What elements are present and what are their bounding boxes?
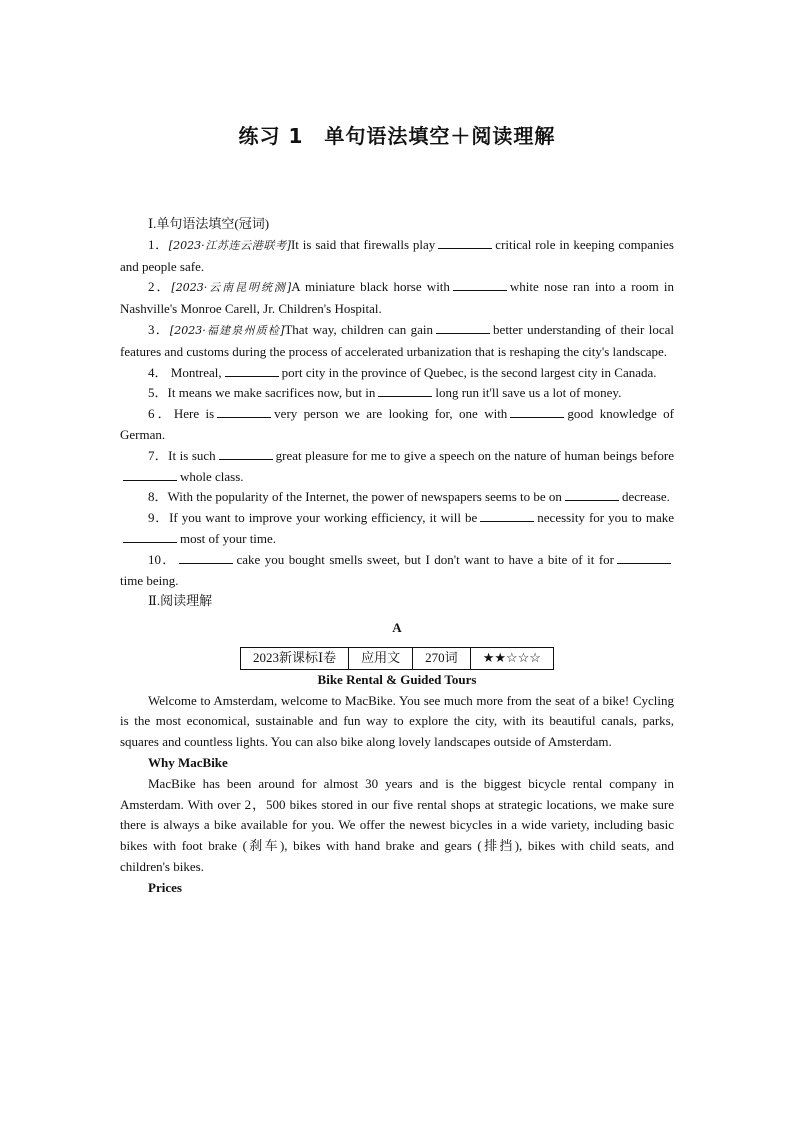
question-number: 1． (148, 236, 169, 252)
question-7 (120, 446, 674, 488)
answer-blank[interactable] (617, 551, 671, 564)
question-number: 9． (148, 510, 170, 526)
why-heading: Why MacBike (148, 754, 228, 770)
question-text: decrease. (621, 489, 670, 505)
question-9 (120, 508, 674, 550)
question-text: Here is (173, 406, 215, 422)
question-text: better understanding of their local features and customs during the process of accelerated urbanization that is reshaping the city's landscape. (120, 321, 674, 359)
question-number: 10． (148, 551, 177, 567)
info-source: 2023新课标Ⅰ卷 (241, 647, 349, 669)
question-text: It means we make sacrifices now, but in (167, 385, 376, 401)
question-text: most of your time. (180, 530, 277, 546)
question-number: 8． (148, 489, 168, 505)
question-text: critical role in keeping companies and people safe. (120, 236, 674, 274)
answer-blank[interactable] (453, 278, 507, 291)
question-number: 6． (148, 406, 174, 422)
question-6 (120, 404, 674, 446)
answer-blank[interactable] (225, 364, 279, 377)
answer-blank[interactable] (123, 468, 177, 481)
question-text: Montreal, (170, 364, 222, 380)
answer-blank[interactable] (510, 405, 564, 418)
question-number: 2． (148, 279, 172, 295)
question-text: long run it'll save us a lot of money. (435, 385, 622, 401)
answer-blank[interactable] (480, 509, 534, 522)
question-text: very person we are looking for, one with (274, 406, 508, 422)
question-text: It is such (168, 447, 216, 463)
question-text: A miniature black horse with (291, 279, 450, 295)
section1-heading: Ⅰ.单句语法填空(冠词) (148, 216, 270, 231)
question-text: That way, children can gain (284, 321, 434, 337)
question-text: cake you bought smells sweet, but I don't want to have a bite of it for (236, 551, 614, 567)
question-10 (120, 550, 674, 592)
question-text: port city in the province of Quebec, is the second largest city in Canada. (281, 364, 657, 380)
question-text: necessity for you to make (537, 510, 674, 526)
passage-info-table (240, 647, 554, 670)
question-3 (120, 320, 674, 363)
answer-blank[interactable] (179, 551, 233, 564)
answer-blank[interactable] (438, 236, 492, 249)
section2-heading: Ⅱ.阅读理解 (148, 593, 213, 609)
answer-blank[interactable] (378, 384, 432, 397)
passage-letter: A (392, 620, 402, 636)
worksheet-content (120, 214, 674, 899)
question-8 (120, 487, 674, 508)
question-number: 5． (148, 385, 168, 401)
why-paragraph: MacBike has been around for almost 30 years and is the biggest bicycle rental company in Amsterdam. With over 2，500 bikes stored in our five rental shops at strategic locations, we make sure there is always a bike available for you. We offer the newest bicycles in a wide variety, including basic bikes with foot brake (刹车), bikes with hand brake and gears (排挡), bikes with child seats, and children's bikes. (120, 775, 674, 874)
question-5 (120, 383, 674, 404)
question-text: great pleasure for me to give a speech on the nature of human beings before (275, 447, 674, 463)
page-title: 练习 1 单句语法填空＋阅读理解 (238, 124, 556, 148)
info-difficulty: ★★☆☆☆ (470, 647, 553, 669)
answer-blank[interactable] (219, 447, 273, 460)
answer-blank[interactable] (436, 321, 490, 334)
answer-blank[interactable] (123, 530, 177, 543)
passage-title: Bike Rental & Guided Tours (317, 671, 477, 687)
info-word-count: 270词 (413, 647, 471, 669)
question-number: 3． (148, 321, 170, 337)
passage-intro: Welcome to Amsterdam, welcome to MacBike. You see much more from the seat of a bike! Cycling is the most economical, sustainable and fun way to explore the city, with its beautiful canals, parks, squares and countless lights. You can also bike along lovely landscapes outside of Amsterdam. (120, 692, 674, 750)
info-genre: 应用文 (349, 647, 413, 669)
question-source: [2023·江苏连云港联考] (168, 238, 291, 252)
question-1 (120, 235, 674, 278)
answer-blank[interactable] (217, 405, 271, 418)
prices-heading: Prices (148, 879, 182, 895)
question-text: whole class. (180, 468, 244, 484)
question-number: 4． (148, 364, 168, 380)
question-text: time being. (120, 572, 179, 588)
question-2 (120, 277, 674, 320)
question-text: white nose ran into a room in Nashville's Monroe Carell, Jr. Children's Hospital. (120, 279, 675, 317)
question-source: [2023·福建泉州质检] (169, 323, 285, 337)
question-text: It is said that firewalls play (290, 236, 436, 252)
question-text: good knowledge of German. (120, 406, 674, 442)
question-text: If you want to improve your working efficiency, it will be (169, 510, 478, 526)
question-text: With the popularity of the Internet, the power of newspapers seems to be on (167, 489, 562, 505)
answer-blank[interactable] (565, 488, 619, 501)
question-source: [2023·云南昆明统测] (171, 281, 292, 295)
question-4 (120, 363, 674, 384)
question-number: 7． (148, 447, 169, 463)
